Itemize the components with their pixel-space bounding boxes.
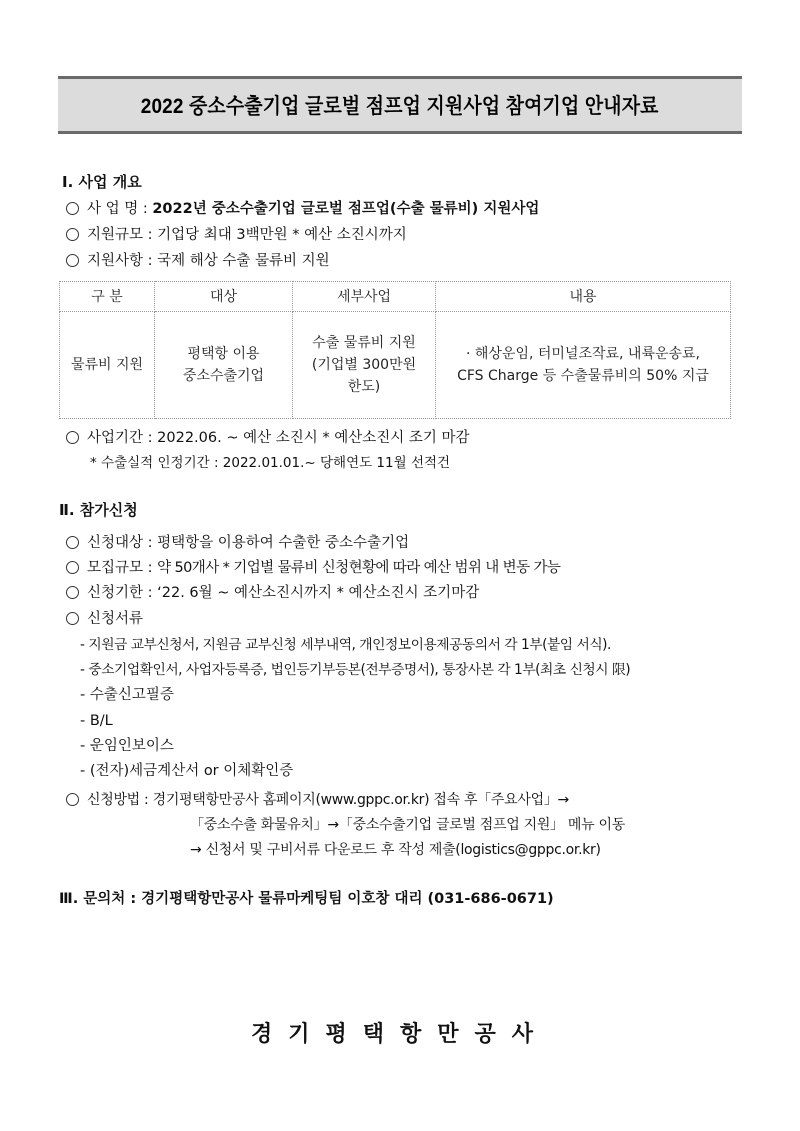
apply-method-line3: → 신청서 및 구비서류 다운로드 후 작성 제출(logistics@gppc.or.kr) (190, 842, 601, 858)
document-list-item: - (전자)세금계산서 or 이체확인증 (80, 763, 294, 779)
table-header-cell: 구 분 (60, 282, 155, 312)
table-cell-category: 물류비 지원 (60, 312, 155, 419)
circle-bullet-icon (66, 202, 79, 215)
circle-bullet-icon (66, 586, 79, 599)
recruit-scale-item: 모집규모 : 약 50개사 * 기업별 물류비 신청현황에 따라 예산 범위 내 변동 가능 (66, 558, 560, 578)
document-list-item: - B/L (80, 713, 113, 729)
apply-documents-item: 신청서류 (66, 609, 143, 629)
section-3-contact: Ⅲ. 문의처 : 경기평택항만공사 물류마케팅팀 이호창 대리 (031-686-0671) (59, 891, 554, 907)
document-list-item: - 지원금 교부신청서, 지원금 교부신청 세부내역, 개인정보이용제공동의서 각 1부(붙임 서식). (80, 637, 611, 653)
support-detail-item: 지원사항 : 국제 해상 수출 물류비 지원 (66, 251, 330, 271)
document-list-item: - 수출신고필증 (80, 687, 174, 703)
organization-footer: 경기평택항만공사 (250, 1022, 550, 1047)
circle-bullet-icon (66, 254, 79, 267)
table-cell-content: · 해상운임, 터미널조작료, 내륙운송료, CFS Charge 등 수출물류비의 50% 지급 (436, 312, 731, 419)
document-list-item: - 운임인보이스 (80, 738, 174, 754)
section-2-heading: Ⅱ. 참가신청 (59, 501, 138, 519)
document-list-item: - 중소기업확인서, 사업자등록증, 법인등기부등본(전부증명서), 통장사본 각 1부(최초 신청시 限) (80, 662, 631, 678)
table-row (60, 312, 731, 419)
business-name-item: 사 업 명 : 2022년 중소수출기업 글로벌 점프업(수출 물류비) 지원사업 (66, 199, 539, 219)
business-period-item: 사업기간 : 2022.06. ~ 예산 소진시 * 예산소진시 조기 마감 (66, 428, 469, 448)
business-name-value: 2022년 중소수출기업 글로벌 점프업(수출 물류비) 지원사업 (152, 201, 540, 217)
section-1-heading: Ⅰ. 사업 개요 (62, 173, 142, 191)
circle-bullet-icon (66, 431, 79, 444)
circle-bullet-icon (66, 536, 79, 549)
table-header-cell: 세부사업 (293, 282, 436, 312)
circle-bullet-icon (66, 612, 79, 625)
apply-deadline-item: 신청기한 : ‘22. 6월 ~ 예산소진시까지 * 예산소진시 조기마감 (66, 583, 479, 603)
support-scale-item: 지원규모 : 기업당 최대 3백만원 * 예산 소진시까지 (66, 225, 407, 245)
table-header-row (60, 282, 731, 312)
table-cell-target: 평택항 이용 중소수출기업 (155, 312, 293, 419)
circle-bullet-icon (66, 228, 79, 241)
export-period-note: * 수출실적 인정기간 : 2022.01.01.~ 당해연도 11월 선적건 (90, 455, 451, 471)
table-cell-detail: 수출 물류비 지원 (기업별 300만원 한도) (293, 312, 436, 419)
apply-method-item: 신청방법 : 경기평택항만공사 홈페이지(www.gppc.or.kr) 접속 후「주요사업」→ (66, 790, 569, 810)
circle-bullet-icon (66, 561, 79, 574)
document-title-band (58, 76, 742, 134)
apply-method-line2: 「중소수출 화물유치」→「중소수출기업 글로벌 점프업 지원」 메뉴 이동 (190, 817, 625, 833)
table-header-cell: 내용 (436, 282, 731, 312)
circle-bullet-icon (66, 793, 79, 806)
apply-target-item: 신청대상 : 평택항을 이용하여 수출한 중소수출기업 (66, 533, 409, 553)
document-title: 2022 중소수출기업 글로벌 점프업 지원사업 참여기업 안내자료 (141, 95, 659, 118)
support-table (59, 281, 731, 419)
table-header-cell: 대상 (155, 282, 293, 312)
